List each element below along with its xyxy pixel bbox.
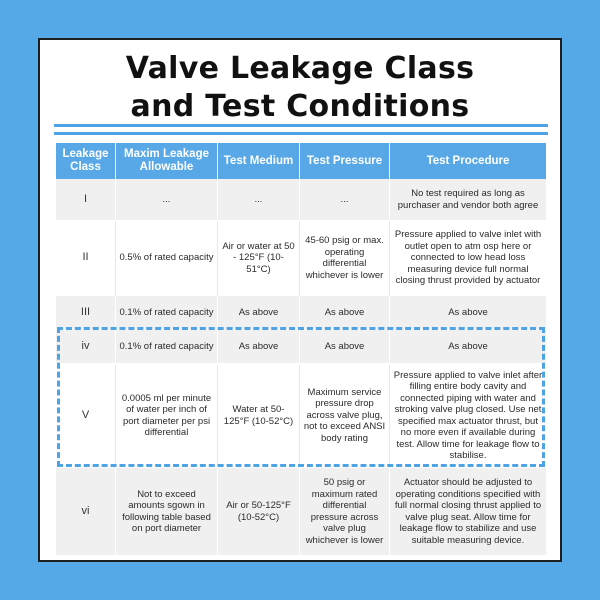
cell-medium: Air or water at 50 - 125°F (10-51°C) — [218, 221, 300, 296]
infographic-card — [38, 38, 562, 562]
cell-procedure: As above — [390, 296, 546, 330]
cell-class: vi — [56, 468, 116, 556]
table-header-row — [56, 143, 546, 179]
cell-pressure: As above — [300, 296, 390, 330]
header-test-medium: Test Medium — [218, 143, 300, 179]
title-line-1: Valve Leakage Class — [125, 51, 475, 86]
table-row — [56, 330, 546, 364]
header-leakage-class: Leakage Class — [56, 143, 116, 179]
table-row — [56, 468, 546, 556]
header-max-leakage: Maxim Leakage Allowable — [116, 143, 218, 179]
cell-pressure: 45-60 psig or max. operating differential whichever is lower — [300, 221, 390, 296]
table-row — [56, 296, 546, 330]
cell-procedure: Pressure applied to valve inlet with outlet open to atm osp here or connected to low head loss measuring device full normal closing thrust provided by actuator — [390, 221, 546, 296]
cell-class: II — [56, 221, 116, 296]
cell-medium: As above — [218, 296, 300, 330]
cell-leakage: Not to exceed amounts sgown in following table based on port diameter — [116, 468, 218, 556]
cell-leakage: ... — [116, 179, 218, 221]
cell-medium: Air or 50-125°F (10-52°C) — [218, 468, 300, 556]
header-test-procedure: Test Procedure — [390, 143, 546, 179]
leakage-class-table — [56, 143, 546, 556]
title-line-2: and Test Conditions — [130, 89, 470, 124]
cell-class: iv — [56, 330, 116, 364]
cell-procedure: As above — [390, 330, 546, 364]
cell-medium: ... — [218, 179, 300, 221]
cell-class: III — [56, 296, 116, 330]
cell-procedure: Actuator should be adjusted to operating conditions specified with full normal closing thrust applied to valve plug seat. Allow time for leakage flow to stabilize and use suitable measuring device. — [390, 468, 546, 556]
cell-pressure: ... — [300, 179, 390, 221]
table-row — [56, 364, 546, 468]
title-divider-top — [54, 124, 548, 127]
cell-leakage: 0.0005 ml per minute of water per inch of port diameter per psi differential — [116, 364, 218, 468]
cell-pressure: 50 psig or maximum rated differential pressure across valve plug whichever is lower — [300, 468, 390, 556]
cell-leakage: 0.1% of rated capacity — [116, 296, 218, 330]
cell-leakage: 0.1% of rated capacity — [116, 330, 218, 364]
cell-medium: As above — [218, 330, 300, 364]
cell-pressure: Maximum service pressure drop across valve plug, not to exceed ANSI body rating — [300, 364, 390, 468]
cell-leakage: 0.5% of rated capacity — [116, 221, 218, 296]
page-title — [40, 50, 560, 126]
cell-pressure: As above — [300, 330, 390, 364]
cell-procedure: No test required as long as purchaser and vendor both agree — [390, 179, 546, 221]
title-divider-bottom — [54, 132, 548, 135]
cell-medium: Water at 50-125°F (10-52°C) — [218, 364, 300, 468]
table-row — [56, 221, 546, 296]
table-row — [56, 179, 546, 221]
cell-class: V — [56, 364, 116, 468]
cell-class: I — [56, 179, 116, 221]
header-test-pressure: Test Pressure — [300, 143, 390, 179]
cell-procedure: Pressure applied to valve inlet after filling entire body cavity and connected piping with water and stroking valve plug closed. Use net specified max actuator thrust, but no more even if available during test. Allow time for leakage flow to stabilise. — [390, 364, 546, 468]
